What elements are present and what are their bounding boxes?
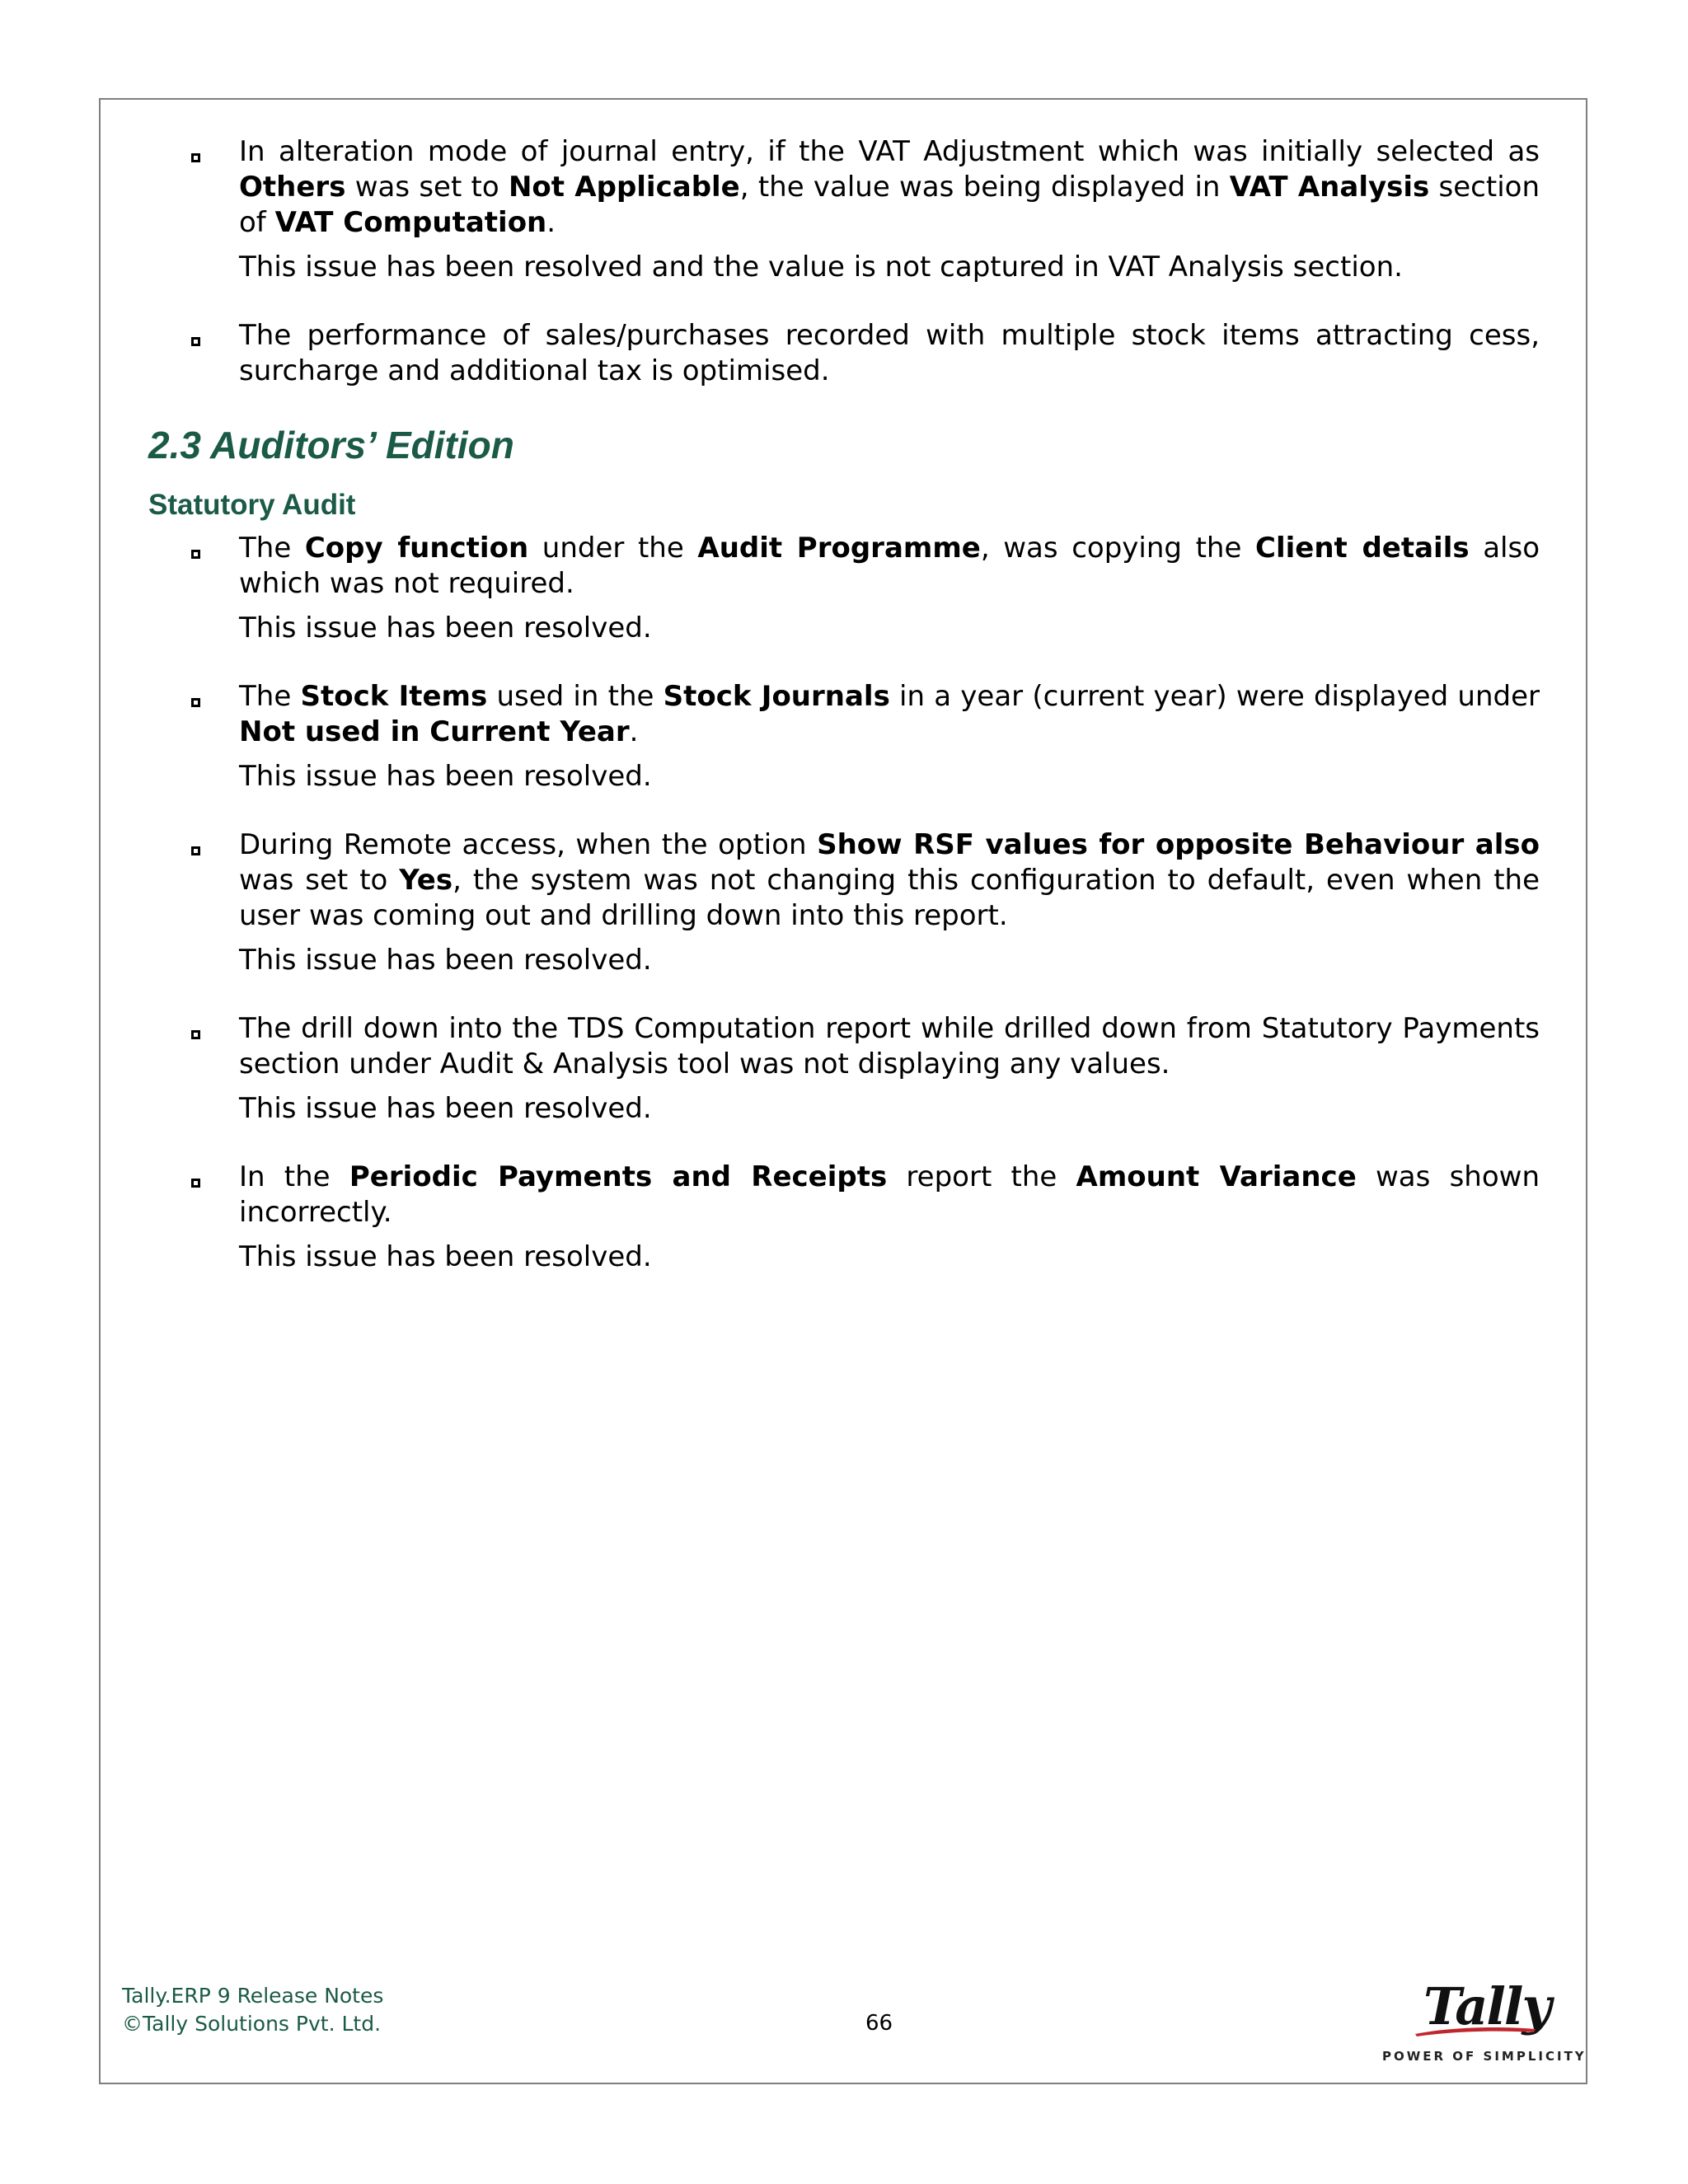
text-segment: in a year (current year) were displayed under: [889, 680, 1540, 713]
text-segment: section of: [239, 171, 1540, 239]
text-segment: , the value was being displayed in: [739, 171, 1230, 204]
text-segment: In alteration mode of journal entry, if the VAT Adjustment which was initially selected as: [239, 135, 1540, 168]
square-bullet-icon: [191, 698, 200, 707]
text-segment: .: [629, 715, 639, 748]
resolution-text: This issue has been resolved.: [239, 760, 652, 793]
list-item: [148, 679, 1540, 794]
emphasis-text: Client details: [1255, 532, 1470, 565]
list-item: [148, 531, 1540, 646]
tally-logo: [1381, 1976, 1587, 2069]
emphasis-text: Others: [239, 171, 346, 204]
text-segment: The performance of sales/purchases recorded with multiple stock items attracting cess, surcharge and additional tax is optimised.: [239, 319, 1540, 387]
emphasis-text: Stock Journals: [663, 680, 890, 713]
audit-bullet-list: [148, 531, 1540, 1275]
square-bullet-icon: [191, 1179, 200, 1188]
resolution-text: This issue has been resolved.: [239, 1092, 652, 1125]
resolution-text: This issue has been resolved and the value is not captured in VAT Analysis section.: [239, 251, 1403, 284]
item-description: [239, 827, 1540, 934]
list-item: [148, 1160, 1540, 1275]
text-segment: , the system was not changing this configuration to default, even when the user was coming out and drilling down into this report.: [239, 864, 1540, 932]
footer-text: [122, 1982, 383, 2038]
item-description: [239, 134, 1540, 241]
text-segment: , was copying the: [980, 532, 1256, 565]
item-description: [239, 1160, 1540, 1230]
square-bullet-icon: [191, 153, 200, 162]
text-segment: was shown incorrectly.: [239, 1160, 1540, 1229]
text-segment: also which was not required.: [239, 532, 1540, 600]
list-item: [148, 827, 1540, 978]
emphasis-text: Stock Items: [300, 680, 488, 713]
text-segment: The: [239, 680, 301, 713]
item-description: [239, 531, 1540, 602]
text-segment: In the: [239, 1160, 349, 1193]
footer-copyright: ©Tally Solutions Pvt. Ltd.: [122, 2012, 382, 2036]
section-heading: 2.3 Auditors’ Edition: [148, 424, 514, 466]
resolution-text: This issue has been resolved.: [239, 612, 652, 644]
text-segment: The drill down into the TDS Computation report while drilled down from Statutory Payments section under Audit & Analysis tool was not displaying any values.: [239, 1012, 1540, 1080]
emphasis-text: Not Applicable: [508, 171, 740, 204]
logo-wordmark: Tally: [1423, 1976, 1550, 2036]
emphasis-text: Copy function: [304, 532, 529, 565]
text-segment: under the: [528, 532, 698, 565]
emphasis-text: VAT Computation: [274, 206, 547, 239]
logo-tagline: POWER OF SIMPLICITY: [1382, 2049, 1587, 2064]
text-segment: used in the: [487, 680, 663, 713]
emphasis-text: Audit Programme: [697, 532, 981, 565]
text-segment: was set to: [345, 171, 509, 204]
emphasis-text: Not used in Current Year: [239, 715, 630, 748]
text-segment: was set to: [239, 864, 400, 897]
square-bullet-icon: [191, 1030, 200, 1039]
emphasis-text: Periodic Payments and Receipts: [349, 1160, 888, 1193]
item-description: [239, 679, 1540, 750]
logo-swoosh-icon: [1414, 2024, 1537, 2037]
resolution-text: This issue has been resolved.: [239, 1240, 652, 1273]
sub-heading: Statutory Audit: [148, 489, 356, 521]
list-item: [148, 134, 1540, 285]
text-segment: report the: [887, 1160, 1076, 1193]
square-bullet-icon: [191, 846, 200, 855]
list-item: [148, 318, 1540, 389]
text-segment: During Remote access, when the option: [239, 828, 818, 861]
page-number: 66: [865, 2011, 893, 2036]
square-bullet-icon: [191, 550, 200, 559]
text-segment: .: [546, 206, 556, 239]
page-content: [148, 134, 1540, 1308]
item-description: [239, 318, 1540, 389]
intro-bullet-list: [148, 134, 1540, 389]
footer-title: Tally.ERP 9 Release Notes: [122, 1984, 384, 2008]
text-segment: The: [239, 532, 305, 565]
emphasis-text: Yes: [399, 864, 453, 897]
emphasis-text: Show RSF values for opposite Behaviour also: [817, 828, 1540, 861]
emphasis-text: VAT Analysis: [1229, 171, 1430, 204]
resolution-text: This issue has been resolved.: [239, 944, 652, 977]
square-bullet-icon: [191, 337, 200, 346]
emphasis-text: Amount Variance: [1076, 1160, 1357, 1193]
list-item: [148, 1011, 1540, 1127]
item-description: [239, 1011, 1540, 1082]
